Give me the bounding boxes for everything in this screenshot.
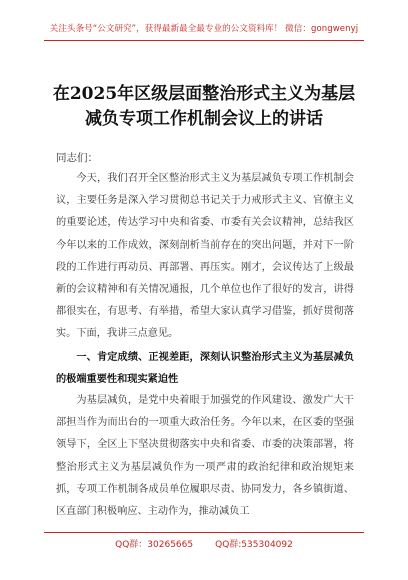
document-title xyxy=(0,82,408,132)
document-body xyxy=(56,168,354,523)
section-heading: 一、肯定成绩、正视差距，深刻认识整治形式主义为基层减负的极端重要性和现实紧迫性 xyxy=(56,350,354,385)
footer-divider xyxy=(44,532,364,533)
document-title-line-1: 在2025年区级层面整治形式主义为基层 xyxy=(52,84,356,104)
footer xyxy=(0,537,408,550)
salutation: 同志们： xyxy=(56,152,98,164)
header-banner: 关注头条号“公文研究”，获得最新最全最专业的公文资料库！ 微信：gongwenyj xyxy=(49,24,359,34)
document-title-line-2: 减负专项工作机制会议上的讲话 xyxy=(85,109,323,129)
footer-qq-group-1: QQ群：30265665 xyxy=(115,540,194,550)
footer-qq-group-2: QQ群:535304092 xyxy=(215,540,293,550)
section-paragraph: 为基层减负，是党中央着眼于加强党的作风建设、激发广大干部担当作为而出台的一项重大政治任务。今年以来，在区委的坚强领导下，全区上下坚决贯彻落实中央和省委、市委的决策部署，将整治形式主义为基层减负作为一项严肃的政治纪律和政治规矩来抓，专项工作机制各成员单位履职尽责、协同发力，各乡镇街道、区直部门积极响应、主动作为，推动减负工 xyxy=(56,395,354,518)
header-divider xyxy=(44,40,364,41)
intro-paragraph: 今天，我们召开全区整治形式主义为基层减负专项工作机制会议，主要任务是深入学习贯彻总书记关于力戒形式主义、官僚主义的重要论述，传达学习中央和省委、市委有关会议精神，总结我区今年以来的工作成效，深刻剖析当前存在的突出问题，并对下一阶段的工作进行再动员、再部署、再压实。刚才，会议传达了上级最新的会议精神和有关情况通报，几个单位也作了很好的发言，讲得都很实在，有思考、有举措，希望大家认真学习借鉴，抓好贯彻落实。下面，我讲三点意见。 xyxy=(56,173,354,340)
